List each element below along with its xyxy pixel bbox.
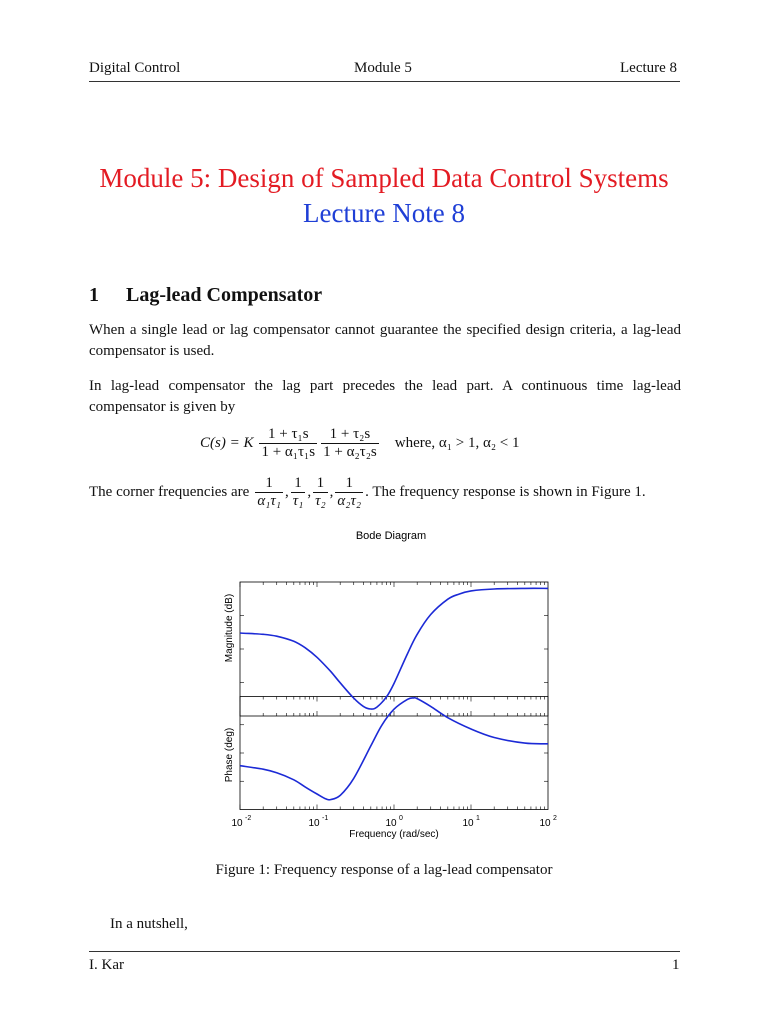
magnitude-ylabel: Magnitude (dB) [224,593,235,663]
equation-lag-denominator: 1 + α₁τ₁s [261,444,316,460]
page-title: Module 5: Design of Sampled Data Control Systems [99,163,669,193]
footer-author: I. Kar [89,957,124,973]
page-subtitle: Lecture Note 8 [303,198,465,228]
equation-lead-denominator: 1 + α₂τ₂s [323,444,377,460]
chart-title: Bode Diagram [355,530,427,542]
x-tick-exponent: 0 [399,815,403,822]
equation-fraction-lead [321,426,379,461]
corner-fraction-1-den: α₁τ₁ [257,493,281,509]
x-tick-label: 10 [462,818,474,829]
corner-fraction-3-den: τ₂ [315,493,326,509]
corner-fraction-1-num: 1 [255,475,283,493]
footer-rule [89,951,680,952]
magnitude-series-line [240,588,548,709]
corner-suffix: . The frequency response is shown in Figure 1. [365,484,646,500]
x-tick-exponent: 2 [553,815,557,822]
x-tick-label: 10 [385,818,397,829]
corner-fraction-2-num: 1 [291,475,306,493]
x-tick-exponent: -1 [322,815,329,822]
phase-ylabel: Phase (deg) [224,727,235,783]
corner-fraction-4 [335,475,363,510]
magnitude-ticks [240,582,548,716]
corner-fraction-4-num: 1 [335,475,363,493]
corner-frequencies-line: The corner frequencies are $\frac{1}{\text{α₁τ₁}}$ , $\frac{1}{\text{τ₁}}$ , $\frac{1}{\text{τ₂}}$ , $\frac{1}{\text{α₂τ₂}}$ . The frequency response is shown in Figure 1. [89,475,646,509]
paragraph-intro: When a single lead or lag compensator cannot guarantee the specified design criteria, a lag-lead compensator is used. [89,322,681,359]
x-tick-label: 10 [308,818,320,829]
header-module: Module 5 [354,60,412,76]
section-title: Lag-lead Compensator [126,284,323,306]
equation-lhs: C(s) = K [200,435,254,451]
magnitude-axes [240,582,548,716]
corner-prefix: The corner frequencies are [89,484,250,500]
corner-fraction-2 [291,475,306,510]
corner-fraction-2-den: τ₁ [292,493,304,509]
corner-fraction-3 [313,475,328,510]
x-tick-label: 10 [231,818,243,829]
paragraph-laglead: In lag-lead compensator the lag part precedes the lead part. A continuous time lag-lead compensator is given by [89,378,681,415]
figure-caption: Figure 1: Frequency response of a lag-lead compensator [215,862,553,878]
header-lecture: Lecture 8 [620,60,678,76]
header-course: Digital Control [89,60,181,76]
section-number: 1 [89,284,99,306]
equation-lag-numerator: 1 + τ₁s [259,426,317,444]
corner-fraction-1 [255,475,283,510]
paragraph-nutshell: In a nutshell, [110,916,188,932]
header-rule [89,81,680,82]
corner-fraction-3-num: 1 [313,475,328,493]
equation-lead-numerator: 1 + τ₂s [321,426,379,444]
equation-transfer-function [200,426,520,461]
footer-page-number: 1 [672,957,680,973]
equation-fraction-lag [259,426,317,461]
corner-fraction-4-den: α₂τ₂ [337,493,362,509]
equation-condition: where, α₁ > 1, α₂ < 1 [394,435,520,451]
x-tick-labels [231,815,557,829]
chart-xlabel: Frequency (rad/sec) [349,829,439,840]
x-tick-exponent: -2 [245,815,252,822]
x-tick-exponent: 1 [476,815,480,822]
bode-diagram [200,525,580,845]
x-tick-label: 10 [539,818,551,829]
